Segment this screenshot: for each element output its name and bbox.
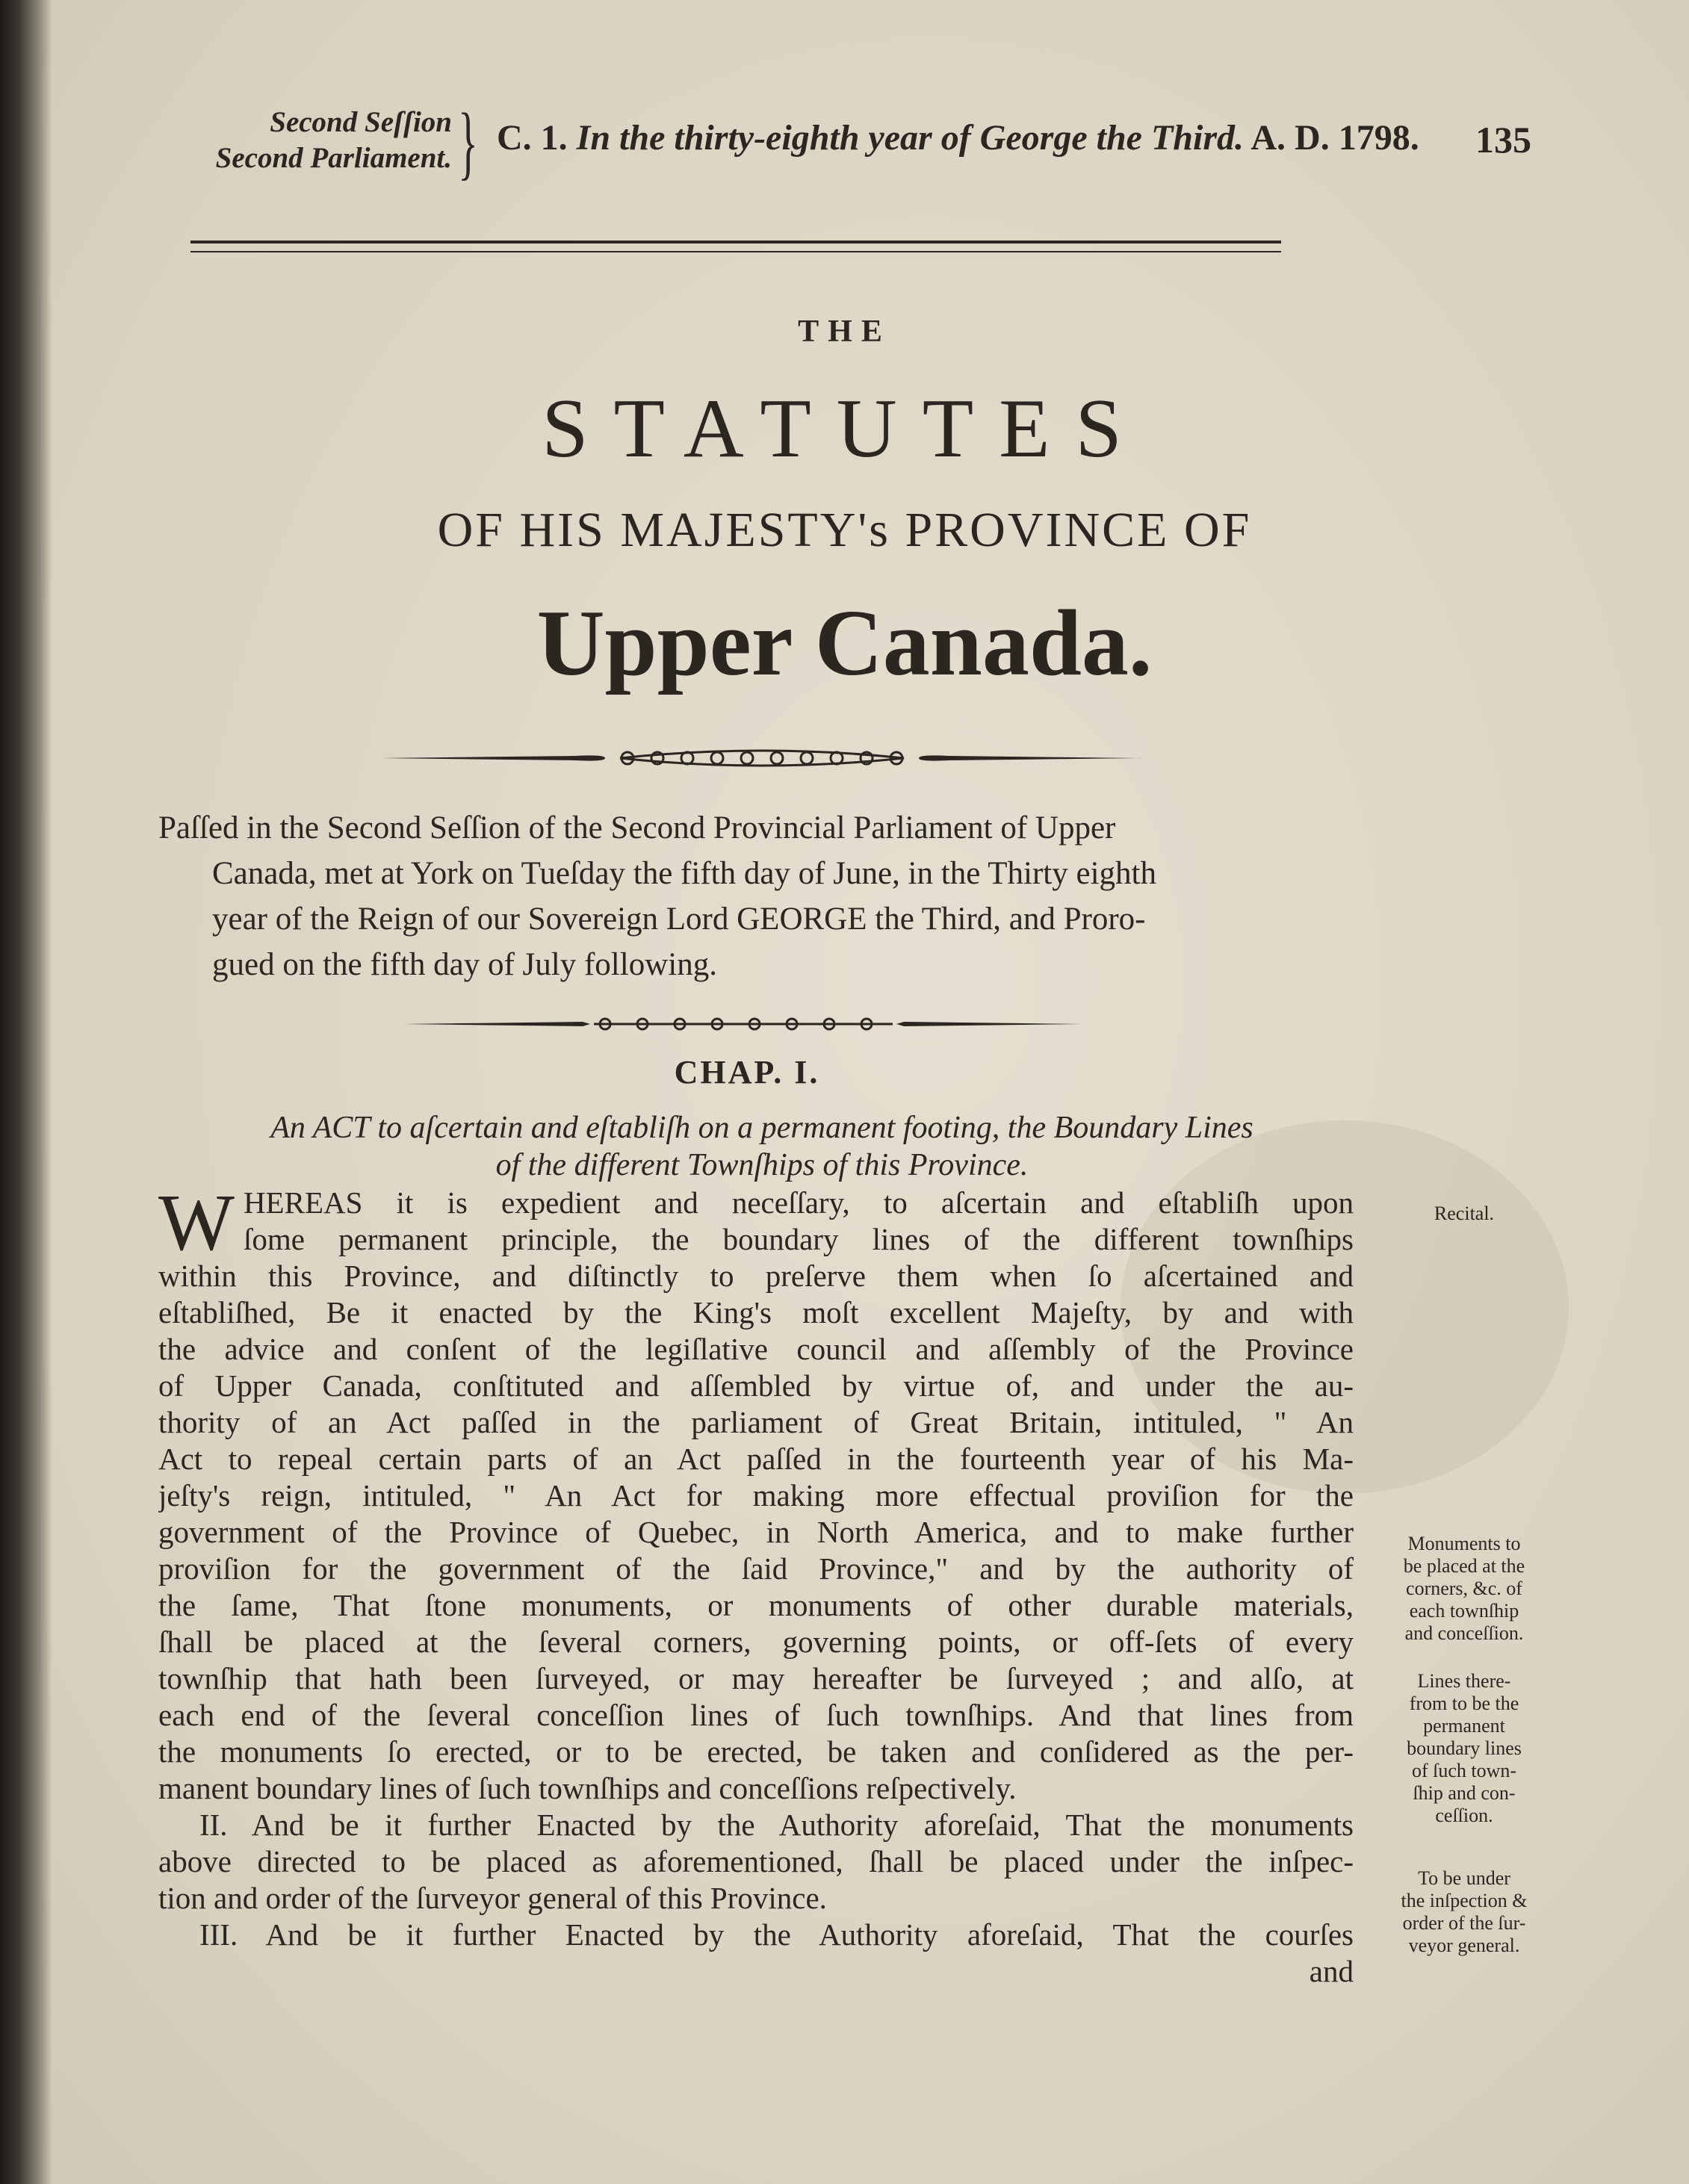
sidenote-line: veyor general. <box>1408 1935 1520 1956</box>
catchword: and <box>1309 1954 1354 1988</box>
sidenote-line: permanent <box>1423 1715 1505 1737</box>
body-line: the ſame, That ſtone monuments, or monuments of other durable materials, <box>158 1588 1354 1622</box>
header-double-rule <box>190 241 1281 252</box>
preamble-line: Canada, met at York on Tueſday the fifth day of June, in the Thirty eighth <box>212 856 1156 891</box>
sidenote-lines-there <box>1375 1670 1554 1827</box>
chapter-heading: CHAP. I. <box>674 1054 820 1091</box>
body-line: proviſion for the government of the ſaid Province," and by the authority of <box>158 1551 1354 1586</box>
sidenote-line: corners, &c. of <box>1406 1577 1522 1599</box>
sidenote-line: order of the ſur- <box>1402 1912 1526 1934</box>
sidenote-line: each townſhip <box>1409 1600 1519 1622</box>
sidenote-line: Lines there- <box>1417 1670 1511 1692</box>
body-line: of Upper Canada, conſtituted and aſſembled by virtue of, and under the au- <box>158 1368 1354 1403</box>
title-statutes: STATUTES <box>542 382 1147 475</box>
body-line: government of the Province of Quebec, in North America, and to make further <box>158 1515 1354 1549</box>
running-head-center <box>497 117 1468 158</box>
sidenote-line: ceſſion. <box>1435 1805 1493 1826</box>
body-line: eſtabliſhed, Be it enacted by the King's moſt excellent Majeſty, by and with <box>158 1295 1354 1330</box>
sidenote-recital: Recital. <box>1434 1203 1495 1224</box>
title-upper-canada: Upper Canada. <box>536 592 1153 695</box>
preamble-line: Paſſed in the Second Seſſion of the Second Provincial Parliament of Upper <box>158 810 1116 846</box>
preamble-line: year of the Reign of our Sovereign Lord GEORGE the Third, and Proro- <box>212 902 1146 937</box>
body-line: the monuments ſo erected, or to be erected, be taken and conſidered as the per- <box>158 1734 1354 1769</box>
act-title-line: of the different Townſhips of this Province. <box>495 1148 1029 1182</box>
body-line: townſhip that hath been ſurveyed, or may hereafter be ſurveyed ; and alſo, at <box>158 1661 1354 1696</box>
regnal-year: In the thirty-eighth year of George the Third. <box>576 118 1245 158</box>
act-title <box>157 1109 1367 1184</box>
anno-domini: A. D. 1798. <box>1251 118 1419 158</box>
title-ornament <box>381 747 1143 769</box>
sidenote-line: To be under <box>1418 1867 1510 1889</box>
body-line: jeſty's reign, intituled, " An Act for making more effectual proviſion for the <box>158 1478 1354 1513</box>
drop-cap: W <box>158 1179 235 1268</box>
title-the: THE <box>798 314 891 349</box>
act-title-line: An ACT to aſcertain and eſtabliſh on a permanent footing, the Boundary Lines <box>270 1111 1253 1145</box>
body-line: ſome permanent principle, the boundary lines of the different townſhips <box>243 1222 1354 1256</box>
body-line: II. And be it further Enacted by the Authority aforeſaid, That the monuments <box>199 1808 1354 1842</box>
body-line: thority of an Act paſſed in the parliament of Great Britain, intituled, " An <box>158 1405 1354 1439</box>
sidenote-line: Monuments to <box>1407 1533 1521 1554</box>
sidenote-line: the inſpection & <box>1401 1890 1528 1911</box>
header-brace: } <box>458 96 478 187</box>
enactment-preamble <box>158 805 1369 987</box>
body-line: tion and order of the ſurveyor general of this Province. <box>158 1881 827 1915</box>
statute-body <box>158 1179 1354 1990</box>
session-line-1: Second Seſſion <box>270 106 452 138</box>
sidenote-line: of ſuch town- <box>1411 1760 1517 1781</box>
section-ornament <box>403 1014 1083 1034</box>
running-head-session <box>153 105 452 176</box>
body-line: manent boundary lines of ſuch townſhips and conceſſions reſpectively. <box>158 1771 1017 1805</box>
sidenote-line: boundary lines <box>1407 1737 1522 1759</box>
body-line: each end of the ſeveral conceſſion lines of ſuch townſhips. And that lines from <box>158 1698 1354 1732</box>
sidenote-line: and conceſſion. <box>1404 1622 1524 1644</box>
sidenote-line: ſhip and con- <box>1413 1782 1516 1804</box>
sidenote-line: be placed at the <box>1403 1555 1525 1577</box>
sidenote-inspection <box>1375 1867 1554 1957</box>
body-line: the advice and conſent of the legiſlative council and aſſembly of the Province <box>158 1332 1354 1366</box>
title-province: OF HIS MAJESTY's PROVINCE OF <box>437 503 1252 557</box>
chapter-ref: C. 1. <box>497 118 568 158</box>
body-line: above directed to be placed as aforementioned, ſhall be placed under the inſpec- <box>158 1844 1354 1879</box>
sidenote-line: from to be the <box>1409 1693 1519 1714</box>
sidenote-monuments <box>1375 1533 1554 1645</box>
page-number: 135 <box>1475 119 1531 161</box>
body-line: Act to repeal certain parts of an Act paſſed in the fourteenth year of his Ma- <box>158 1442 1354 1476</box>
body-line: within this Province, and diſtinctly to preſerve them when ſo aſcertained and <box>158 1259 1354 1293</box>
session-line-2: Second Parliament. <box>215 142 452 174</box>
preamble-line: gued on the fifth day of July following. <box>212 947 717 982</box>
body-line: III. And be it further Enacted by the Authority aforeſaid, That the courſes <box>199 1917 1354 1952</box>
body-line: HEREAS it is expedient and neceſſary, to aſcertain and eſtabliſh upon <box>243 1185 1354 1220</box>
body-line: ſhall be placed at the ſeveral corners, governing points, or off-ſets of every <box>158 1625 1354 1659</box>
